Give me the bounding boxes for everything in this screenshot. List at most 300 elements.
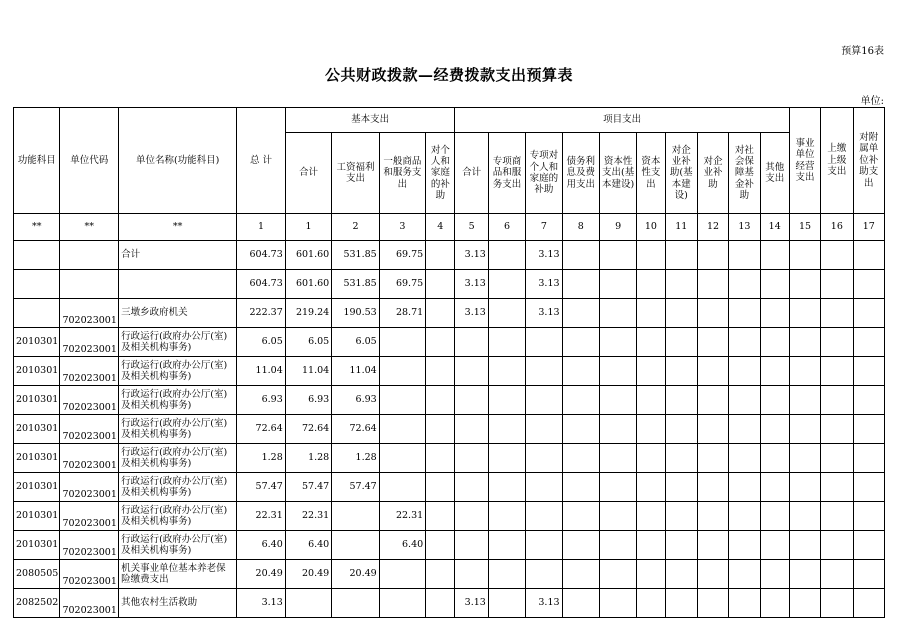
empty-cell [789, 560, 820, 589]
index-cell: 4 [426, 214, 455, 241]
index-cell: ** [14, 214, 60, 241]
empty-cell [729, 270, 760, 299]
personal-family-subsidy-cell [426, 386, 455, 415]
header-unit-name: 单位名称(功能科目) [119, 108, 237, 214]
project-total-cell [455, 415, 488, 444]
unit-name-cell: 行政运行(政府办公厅(室)及相关机构事务) [119, 502, 237, 531]
empty-cell [760, 415, 789, 444]
empty-cell [789, 299, 820, 328]
total-cell: 20.49 [237, 560, 285, 589]
general-goods-cell [379, 589, 425, 618]
empty-cell [821, 415, 853, 444]
empty-cell [562, 560, 599, 589]
empty-cell [562, 444, 599, 473]
empty-cell [729, 299, 760, 328]
empty-cell [599, 502, 636, 531]
empty-cell [665, 328, 697, 357]
general-goods-cell [379, 386, 425, 415]
function-code-cell: 2080505 [14, 560, 60, 589]
index-cell: 2 [332, 214, 379, 241]
function-code-cell: 2010301 [14, 357, 60, 386]
unit-code-cell: 702023001 [60, 415, 119, 444]
empty-cell [760, 531, 789, 560]
table-row [14, 328, 885, 357]
special-goods-cell [488, 386, 525, 415]
index-cell: 11 [665, 214, 697, 241]
empty-cell [789, 415, 820, 444]
empty-cell [697, 241, 728, 270]
table-row [14, 473, 885, 502]
general-goods-cell [379, 560, 425, 589]
empty-cell [821, 589, 853, 618]
empty-cell [697, 328, 728, 357]
salary-welfare-cell: 1.28 [332, 444, 379, 473]
empty-cell [760, 444, 789, 473]
header-institution-operation: 事业单位经营支出 [789, 108, 820, 214]
empty-cell [637, 502, 665, 531]
table-row [14, 270, 885, 299]
header-basic-group: 基本支出 [285, 108, 455, 133]
empty-cell [697, 299, 728, 328]
index-cell: 6 [488, 214, 525, 241]
empty-cell [697, 415, 728, 444]
header-project-group: 项目支出 [455, 108, 789, 133]
unit-name-cell: 合计 [119, 241, 237, 270]
table-row [14, 386, 885, 415]
unit-code-cell: 702023001 [60, 357, 119, 386]
header-subsidiary-subsidy: 对附属单位补助支出 [853, 108, 884, 214]
header-capital-basic: 资本性支出(基本建设) [599, 133, 636, 214]
function-code-cell: 2010301 [14, 473, 60, 502]
empty-cell [821, 560, 853, 589]
basic-total-cell: 22.31 [285, 502, 331, 531]
unit-label: 单位: [860, 96, 884, 107]
basic-total-cell: 11.04 [285, 357, 331, 386]
empty-cell [562, 473, 599, 502]
project-total-cell [455, 386, 488, 415]
unit-code-cell: 702023001 [60, 444, 119, 473]
special-personal-subsidy-cell [526, 328, 562, 357]
special-personal-subsidy-cell [526, 415, 562, 444]
unit-name-cell: 行政运行(政府办公厅(室)及相关机构事务) [119, 531, 237, 560]
index-cell: 8 [562, 214, 599, 241]
header-capital: 资本性支出 [637, 133, 665, 214]
unit-code-cell [60, 241, 119, 270]
basic-total-cell: 57.47 [285, 473, 331, 502]
special-personal-subsidy-cell [526, 502, 562, 531]
header-payment-upper: 上缴上级支出 [821, 108, 853, 214]
index-cell: 3 [379, 214, 425, 241]
empty-cell [853, 299, 884, 328]
empty-cell [599, 444, 636, 473]
unit-name-cell: 行政运行(政府办公厅(室)及相关机构事务) [119, 386, 237, 415]
table-row [14, 299, 885, 328]
header-personal-family-subsidy: 对个人和家庭的补助 [426, 133, 455, 214]
special-goods-cell [488, 444, 525, 473]
empty-cell [760, 357, 789, 386]
index-cell: 13 [729, 214, 760, 241]
empty-cell [760, 560, 789, 589]
salary-welfare-cell: 531.85 [332, 270, 379, 299]
special-goods-cell [488, 531, 525, 560]
salary-welfare-cell: 6.93 [332, 386, 379, 415]
empty-cell [665, 444, 697, 473]
empty-cell [562, 241, 599, 270]
special-personal-subsidy-cell [526, 386, 562, 415]
special-goods-cell [488, 241, 525, 270]
empty-cell [760, 589, 789, 618]
unit-name-cell: 三墩乡政府机关 [119, 299, 237, 328]
header-basic-total: 合计 [285, 133, 331, 214]
special-personal-subsidy-cell: 3.13 [526, 589, 562, 618]
empty-cell [853, 415, 884, 444]
empty-cell [665, 386, 697, 415]
header-enterprise-subsidy-basic: 对企业补助(基本建设) [665, 133, 697, 214]
empty-cell [665, 502, 697, 531]
header-enterprise-subsidy: 对企业补助 [697, 133, 728, 214]
personal-family-subsidy-cell [426, 560, 455, 589]
general-goods-cell: 6.40 [379, 531, 425, 560]
empty-cell [665, 357, 697, 386]
budget-table [13, 107, 885, 618]
empty-cell [697, 357, 728, 386]
function-code-cell [14, 270, 60, 299]
general-goods-cell [379, 444, 425, 473]
personal-family-subsidy-cell [426, 444, 455, 473]
project-total-cell [455, 473, 488, 502]
basic-total-cell: 6.05 [285, 328, 331, 357]
header-debt-interest: 债务利息及费用支出 [562, 133, 599, 214]
index-cell: 9 [599, 214, 636, 241]
empty-cell [562, 270, 599, 299]
header-other: 其他支出 [760, 133, 789, 214]
empty-cell [789, 241, 820, 270]
special-goods-cell [488, 560, 525, 589]
empty-cell [562, 589, 599, 618]
empty-cell [821, 444, 853, 473]
special-personal-subsidy-cell [526, 444, 562, 473]
unit-code-cell: 702023001 [60, 589, 119, 618]
total-cell: 72.64 [237, 415, 285, 444]
unit-code-cell: 702023001 [60, 473, 119, 502]
salary-welfare-cell: 72.64 [332, 415, 379, 444]
empty-cell [853, 270, 884, 299]
header-special-goods: 专项商品和服务支出 [488, 133, 525, 214]
general-goods-cell [379, 328, 425, 357]
personal-family-subsidy-cell [426, 531, 455, 560]
basic-total-cell: 1.28 [285, 444, 331, 473]
empty-cell [599, 357, 636, 386]
empty-cell [599, 299, 636, 328]
empty-cell [729, 589, 760, 618]
data-rows [14, 241, 885, 618]
table-row [14, 531, 885, 560]
index-cell: 1 [285, 214, 331, 241]
index-cell: 12 [697, 214, 728, 241]
total-cell: 57.47 [237, 473, 285, 502]
empty-cell [665, 270, 697, 299]
header-general-goods: 一般商品和服务支出 [379, 133, 425, 214]
project-total-cell [455, 357, 488, 386]
empty-cell [599, 328, 636, 357]
special-personal-subsidy-cell [526, 560, 562, 589]
salary-welfare-cell: 20.49 [332, 560, 379, 589]
index-cell: 17 [853, 214, 884, 241]
empty-cell [760, 328, 789, 357]
empty-cell [729, 241, 760, 270]
salary-welfare-cell [332, 531, 379, 560]
empty-cell [853, 502, 884, 531]
total-cell: 6.40 [237, 531, 285, 560]
empty-cell [853, 328, 884, 357]
project-total-cell [455, 502, 488, 531]
empty-cell [637, 299, 665, 328]
header-row-1 [14, 108, 885, 133]
header-special-personal-subsidy: 专项对个人和家庭的补助 [526, 133, 562, 214]
unit-code-cell: 702023001 [60, 386, 119, 415]
empty-cell [637, 328, 665, 357]
empty-cell [637, 589, 665, 618]
empty-cell [637, 357, 665, 386]
unit-code-cell: 702023001 [60, 299, 119, 328]
personal-family-subsidy-cell [426, 589, 455, 618]
empty-cell [697, 502, 728, 531]
project-total-cell: 3.13 [455, 589, 488, 618]
total-cell: 6.93 [237, 386, 285, 415]
empty-cell [821, 473, 853, 502]
unit-name-cell [119, 270, 237, 299]
index-cell: 14 [760, 214, 789, 241]
empty-cell [562, 357, 599, 386]
special-personal-subsidy-cell [526, 473, 562, 502]
empty-cell [665, 560, 697, 589]
basic-total-cell: 601.60 [285, 270, 331, 299]
form-number: 预算16表 [841, 46, 884, 57]
empty-cell [562, 386, 599, 415]
special-goods-cell [488, 415, 525, 444]
empty-cell [562, 502, 599, 531]
empty-cell [729, 531, 760, 560]
project-total-cell [455, 328, 488, 357]
personal-family-subsidy-cell [426, 328, 455, 357]
special-goods-cell [488, 270, 525, 299]
total-cell: 604.73 [237, 270, 285, 299]
empty-cell [821, 299, 853, 328]
empty-cell [665, 531, 697, 560]
function-code-cell: 2082502 [14, 589, 60, 618]
empty-cell [562, 531, 599, 560]
empty-cell [789, 386, 820, 415]
unit-code-cell [60, 270, 119, 299]
salary-welfare-cell [332, 502, 379, 531]
basic-total-cell [285, 589, 331, 618]
personal-family-subsidy-cell [426, 241, 455, 270]
salary-welfare-cell: 6.05 [332, 328, 379, 357]
empty-cell [599, 270, 636, 299]
unit-name-cell: 机关事业单位基本养老保险缴费支出 [119, 560, 237, 589]
function-code-cell: 2010301 [14, 444, 60, 473]
empty-cell [853, 444, 884, 473]
empty-cell [789, 502, 820, 531]
empty-cell [637, 386, 665, 415]
general-goods-cell: 22.31 [379, 502, 425, 531]
empty-cell [599, 386, 636, 415]
empty-cell [637, 241, 665, 270]
empty-cell [697, 386, 728, 415]
function-code-cell: 2010301 [14, 531, 60, 560]
basic-total-cell: 72.64 [285, 415, 331, 444]
header-social-security-subsidy: 对社会保障基金补助 [729, 133, 760, 214]
index-row [14, 214, 885, 241]
header-total: 总 计 [237, 108, 285, 214]
empty-cell [697, 560, 728, 589]
empty-cell [821, 357, 853, 386]
basic-total-cell: 6.93 [285, 386, 331, 415]
empty-cell [729, 502, 760, 531]
total-cell: 11.04 [237, 357, 285, 386]
empty-cell [789, 357, 820, 386]
basic-total-cell: 6.40 [285, 531, 331, 560]
special-personal-subsidy-cell: 3.13 [526, 241, 562, 270]
empty-cell [665, 241, 697, 270]
empty-cell [729, 328, 760, 357]
empty-cell [853, 386, 884, 415]
total-cell: 3.13 [237, 589, 285, 618]
general-goods-cell [379, 473, 425, 502]
empty-cell [599, 589, 636, 618]
empty-cell [637, 270, 665, 299]
empty-cell [789, 270, 820, 299]
general-goods-cell: 28.71 [379, 299, 425, 328]
empty-cell [637, 444, 665, 473]
empty-cell [599, 241, 636, 270]
special-goods-cell [488, 589, 525, 618]
empty-cell [562, 299, 599, 328]
general-goods-cell: 69.75 [379, 241, 425, 270]
salary-welfare-cell: 531.85 [332, 241, 379, 270]
index-cell: 15 [789, 214, 820, 241]
empty-cell [760, 270, 789, 299]
empty-cell [821, 328, 853, 357]
index-cell: 16 [821, 214, 853, 241]
empty-cell [853, 241, 884, 270]
header-unit-code: 单位代码 [60, 108, 119, 214]
index-cell: 10 [637, 214, 665, 241]
total-cell: 6.05 [237, 328, 285, 357]
empty-cell [821, 386, 853, 415]
basic-total-cell: 20.49 [285, 560, 331, 589]
empty-cell [637, 473, 665, 502]
personal-family-subsidy-cell [426, 357, 455, 386]
project-total-cell: 3.13 [455, 241, 488, 270]
basic-total-cell: 601.60 [285, 241, 331, 270]
general-goods-cell: 69.75 [379, 270, 425, 299]
empty-cell [760, 502, 789, 531]
empty-cell [697, 589, 728, 618]
empty-cell [665, 473, 697, 502]
header-salary-welfare: 工资福利支出 [332, 133, 379, 214]
unit-code-cell: 702023001 [60, 502, 119, 531]
index-cell: 7 [526, 214, 562, 241]
empty-cell [760, 386, 789, 415]
empty-cell [637, 415, 665, 444]
empty-cell [729, 444, 760, 473]
special-goods-cell [488, 473, 525, 502]
empty-cell [599, 473, 636, 502]
header-function-subject: 功能科目 [14, 108, 60, 214]
table-row [14, 560, 885, 589]
table-row [14, 444, 885, 473]
general-goods-cell [379, 357, 425, 386]
empty-cell [789, 531, 820, 560]
empty-cell [729, 415, 760, 444]
empty-cell [637, 560, 665, 589]
table-row [14, 502, 885, 531]
table-row [14, 357, 885, 386]
header-project-total: 合计 [455, 133, 488, 214]
function-code-cell [14, 241, 60, 270]
table-row [14, 415, 885, 444]
index-cell: 1 [237, 214, 285, 241]
personal-family-subsidy-cell [426, 473, 455, 502]
function-code-cell [14, 299, 60, 328]
empty-cell [789, 444, 820, 473]
empty-cell [853, 531, 884, 560]
special-personal-subsidy-cell [526, 531, 562, 560]
unit-name-cell: 其他农村生活救助 [119, 589, 237, 618]
unit-code-cell: 702023001 [60, 560, 119, 589]
empty-cell [599, 415, 636, 444]
empty-cell [853, 589, 884, 618]
special-personal-subsidy-cell: 3.13 [526, 299, 562, 328]
unit-code-cell: 702023001 [60, 531, 119, 560]
project-total-cell [455, 531, 488, 560]
empty-cell [697, 270, 728, 299]
total-cell: 222.37 [237, 299, 285, 328]
unit-name-cell: 行政运行(政府办公厅(室)及相关机构事务) [119, 444, 237, 473]
personal-family-subsidy-cell [426, 270, 455, 299]
table-row [14, 241, 885, 270]
empty-cell [697, 473, 728, 502]
personal-family-subsidy-cell [426, 299, 455, 328]
special-goods-cell [488, 328, 525, 357]
empty-cell [853, 357, 884, 386]
empty-cell [821, 241, 853, 270]
empty-cell [562, 328, 599, 357]
empty-cell [853, 473, 884, 502]
empty-cell [821, 531, 853, 560]
empty-cell [665, 415, 697, 444]
index-cell: 5 [455, 214, 488, 241]
index-cell: ** [60, 214, 119, 241]
empty-cell [789, 473, 820, 502]
special-personal-subsidy-cell: 3.13 [526, 270, 562, 299]
salary-welfare-cell [332, 589, 379, 618]
empty-cell [729, 560, 760, 589]
page-title: 公共财政拨款—经费拨款支出预算表 [324, 66, 573, 84]
function-code-cell: 2010301 [14, 386, 60, 415]
index-cell: ** [119, 214, 237, 241]
empty-cell [821, 270, 853, 299]
general-goods-cell [379, 415, 425, 444]
special-goods-cell [488, 299, 525, 328]
empty-cell [697, 531, 728, 560]
project-total-cell: 3.13 [455, 299, 488, 328]
project-total-cell [455, 560, 488, 589]
empty-cell [562, 415, 599, 444]
empty-cell [789, 589, 820, 618]
salary-welfare-cell: 11.04 [332, 357, 379, 386]
